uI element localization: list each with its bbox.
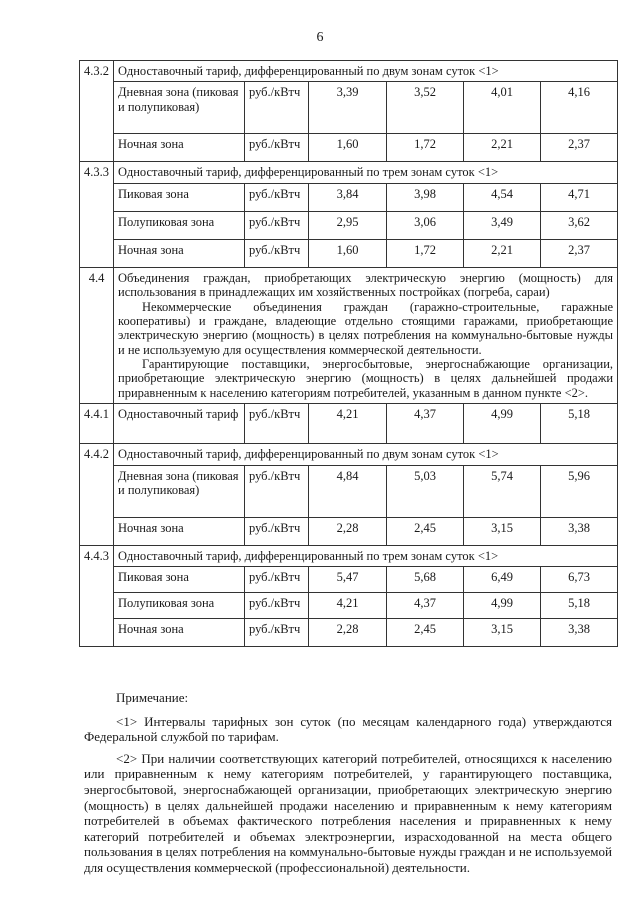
- tariff-value: 5,18: [541, 592, 618, 618]
- description-paragraph: Объединения граждан, приобретающих электрическую энергию (мощность) для использования в принадлежащих им хозяйственных постройках (погреба, сараи): [118, 270, 614, 300]
- tariff-value: 4,99: [464, 404, 541, 444]
- table-row: [80, 82, 618, 134]
- tariff-value: 4,21: [309, 404, 387, 444]
- table-row: [80, 465, 618, 517]
- tariff-value: 3,15: [464, 618, 541, 646]
- tariff-value: 3,39: [309, 82, 387, 134]
- section-4-3-3-header: [80, 162, 618, 183]
- unit-cell: руб./кВтч: [245, 82, 309, 134]
- table-row: [80, 592, 618, 618]
- tariff-value: 4,84: [309, 465, 387, 517]
- unit-cell: руб./кВтч: [245, 517, 309, 545]
- table-row: [80, 618, 618, 646]
- tariff-value: 3,38: [541, 517, 618, 545]
- section-4-4: [80, 267, 618, 403]
- description-paragraph: Гарантирующие поставщики, энергосбытовые, энергоснабжающие организации, приобретающие электрическую энергию (мощность) в целях дальнейшей продажи приравненным к населению категориям потребителей, указанным в данном пункте <2>.: [118, 357, 614, 400]
- table-row: [80, 211, 618, 239]
- tariff-value: 1,60: [309, 134, 387, 162]
- section-4-4-3-header: [80, 545, 618, 566]
- section-title: Одноставочный тариф, дифференцированный по двум зонам суток <1>: [114, 61, 618, 82]
- section-4-3-2-header: [80, 61, 618, 82]
- unit-cell: руб./кВтч: [245, 566, 309, 592]
- tariff-value: 5,68: [387, 566, 464, 592]
- tariff-value: 3,62: [541, 211, 618, 239]
- table-row: [80, 239, 618, 267]
- tariff-value: 2,45: [387, 517, 464, 545]
- tariff-value: 3,52: [387, 82, 464, 134]
- tariff-value: 2,21: [464, 239, 541, 267]
- tariff-value: 3,84: [309, 183, 387, 211]
- tariff-value: 3,15: [464, 517, 541, 545]
- zone-label: Дневная зона (пиковая и полупиковая): [114, 465, 245, 517]
- tariff-table: [79, 60, 618, 647]
- row-number: 4.3.2: [80, 61, 114, 82]
- tariff-value: 5,47: [309, 566, 387, 592]
- tariff-value: 2,28: [309, 618, 387, 646]
- zone-label: Ночная зона: [114, 618, 245, 646]
- section-title: Одноставочный тариф, дифференцированный по трем зонам суток <1>: [114, 545, 618, 566]
- tariff-value: 2,95: [309, 211, 387, 239]
- zone-label: Пиковая зона: [114, 566, 245, 592]
- tariff-value: 1,60: [309, 239, 387, 267]
- unit-cell: руб./кВтч: [245, 465, 309, 517]
- tariff-value: 4,01: [464, 82, 541, 134]
- unit-cell: руб./кВтч: [245, 183, 309, 211]
- zone-label: Одноставочный тариф: [114, 404, 245, 444]
- tariff-value: 2,37: [541, 239, 618, 267]
- table-row: [80, 566, 618, 592]
- tariff-value: 3,98: [387, 183, 464, 211]
- description-paragraph: Некоммерческие объединения граждан (гаражно-строительные, гаражные кооперативы) и граждане, владеющие отдельно стоящими гаражами, приобретающие электрическую энергию (мощность) в целях потребления на коммунально-бытовые нужды и не используемую для осуществления коммерческой деятельности.: [118, 299, 614, 357]
- tariff-value: 5,74: [464, 465, 541, 517]
- table-row: [80, 183, 618, 211]
- section-title: Одноставочный тариф, дифференцированный по двум зонам суток <1>: [114, 444, 618, 465]
- zone-label: Ночная зона: [114, 239, 245, 267]
- tariff-value: 3,38: [541, 618, 618, 646]
- unit-cell: руб./кВтч: [245, 134, 309, 162]
- unit-cell: руб./кВтч: [245, 404, 309, 444]
- unit-cell: руб./кВтч: [245, 592, 309, 618]
- notes-section: [84, 690, 612, 882]
- tariff-value: 4,99: [464, 592, 541, 618]
- row-number: 4.3.3: [80, 162, 114, 183]
- notes-title: Примечание:: [116, 690, 189, 705]
- tariff-value: 3,49: [464, 211, 541, 239]
- tariff-value: 2,28: [309, 517, 387, 545]
- unit-cell: руб./кВтч: [245, 211, 309, 239]
- footnote-2: <2> При наличии соответствующих категорий потребителей, относящихся к населению или приравненным к нему категориям потребителей, у гарантирующего поставщика, энергосбытовой, энергоснабжающей организации, приобретающих электрическую энергию (мощность) в целях дальнейшей продажи населению и приравненным к нему категориям потребителей в объемах фактического потребления населения и приравненных к нему категорий потребителей и объемах электроэнергии, израсходованной на места общего пользования в целях потребления на коммунально-бытовые нужды граждан и не используемой для осуществления коммерческой (профессиональной) деятельности.: [84, 750, 612, 875]
- section-description: [114, 267, 618, 403]
- row-number: 4.4: [80, 267, 114, 403]
- tariff-value: 2,37: [541, 134, 618, 162]
- section-4-4-2-header: [80, 444, 618, 465]
- tariff-value: 5,03: [387, 465, 464, 517]
- tariff-value: 2,45: [387, 618, 464, 646]
- tariff-value: 4,37: [387, 592, 464, 618]
- zone-label: Полупиковая зона: [114, 211, 245, 239]
- tariff-value: 4,16: [541, 82, 618, 134]
- tariff-value: 3,06: [387, 211, 464, 239]
- zone-label: Ночная зона: [114, 134, 245, 162]
- tariff-value: 4,37: [387, 404, 464, 444]
- tariff-value: 2,21: [464, 134, 541, 162]
- tariff-value: 4,71: [541, 183, 618, 211]
- tariff-value: 5,96: [541, 465, 618, 517]
- tariff-value: 4,21: [309, 592, 387, 618]
- table-row: [80, 517, 618, 545]
- tariff-value: 5,18: [541, 404, 618, 444]
- zone-label: Пиковая зона: [114, 183, 245, 211]
- section-title: Одноставочный тариф, дифференцированный по трем зонам суток <1>: [114, 162, 618, 183]
- row-number: 4.4.3: [80, 545, 114, 566]
- tariff-value: 4,54: [464, 183, 541, 211]
- zone-label: Дневная зона (пиковая и полупиковая): [114, 82, 245, 134]
- table-row: [80, 134, 618, 162]
- tariff-value: 1,72: [387, 134, 464, 162]
- row-number: 4.4.2: [80, 444, 114, 465]
- tariff-value: 1,72: [387, 239, 464, 267]
- row-number: 4.4.1: [80, 404, 114, 444]
- tariff-value: 6,73: [541, 566, 618, 592]
- unit-cell: руб./кВтч: [245, 239, 309, 267]
- zone-label: Ночная зона: [114, 517, 245, 545]
- footnote-1: <1> Интервалы тарифных зон суток (по месяцам календарного года) утверждаются Федеральной службой по тарифам.: [84, 713, 612, 745]
- tariff-value: 6,49: [464, 566, 541, 592]
- zone-label: Полупиковая зона: [114, 592, 245, 618]
- page-number: 6: [316, 30, 324, 45]
- unit-cell: руб./кВтч: [245, 618, 309, 646]
- section-4-4-1: [80, 404, 618, 444]
